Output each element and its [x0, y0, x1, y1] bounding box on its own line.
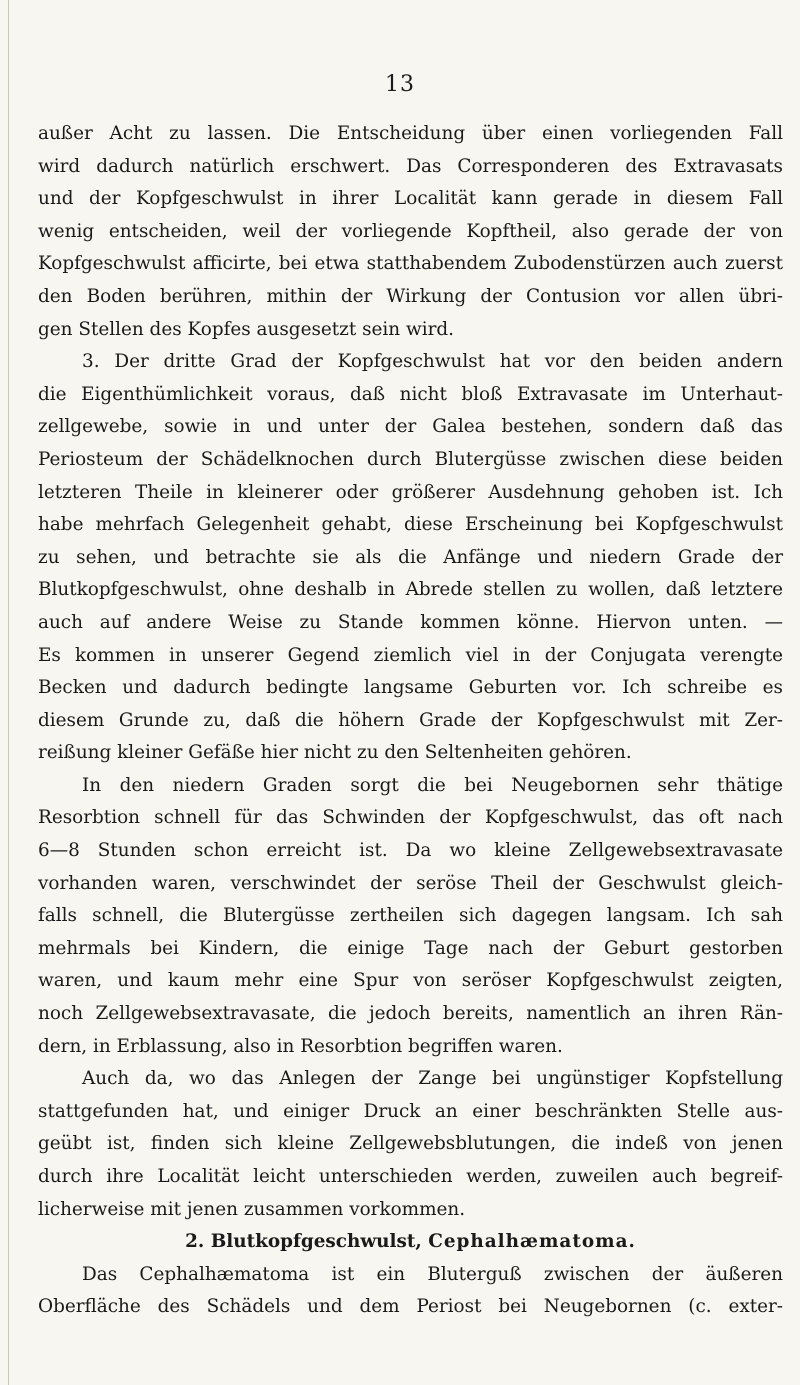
text-line: die Eigenthümlichkeit voraus, daß nicht bloß Extravasate im Unterhaut- [38, 383, 783, 405]
page-edge-rule [8, 0, 9, 1385]
paragraph-4 [38, 1063, 783, 1226]
text-line: dern, in Erblassung, also in Resorbtion begriffen waren. [38, 1035, 563, 1057]
text-line: Oberfläche des Schädels und dem Periost bei Neugebornen (c. exter- [38, 1296, 783, 1318]
text-line: Periosteum der Schädelknochen durch Blutergüsse zwischen diese beiden [38, 448, 783, 470]
text-line: falls schnell, die Blutergüsse zertheilen sich dagegen langsam. Ich sah [38, 905, 783, 927]
text-line: In den niedern Graden sorgt die bei Neugebornen sehr thätige [82, 774, 783, 796]
section-title-latin: Cephalhæmatoma. [428, 1231, 636, 1253]
text-line: Resorbtion schnell für das Schwinden der Kopfgeschwulst, das oft nach [38, 807, 783, 829]
text-line: Das Cephalhæmatoma ist ein Bluterguß zwischen der äußeren [82, 1263, 783, 1285]
section-title-german: Blutkopfgeschwulst, [210, 1231, 422, 1253]
text-line: 6—8 Stunden schon erreicht ist. Da wo kleine Zellgewebsextravasate [38, 840, 783, 862]
text-line: diesem Grunde zu, daß die höhern Grade der Kopfgeschwulst mit Zer- [38, 709, 783, 731]
text-line: Becken und dadurch bedingte langsame Geburten vor. Ich schreibe es [38, 677, 783, 699]
paragraph-3 [38, 770, 783, 1063]
page-number: 13 [385, 72, 415, 97]
text-line: wird dadurch natürlich erschwert. Das Corresponderen des Extravasats [38, 155, 783, 177]
text-line: habe mehrfach Gelegenheit gehabt, diese Erscheinung bei Kopfgeschwulst [38, 514, 783, 536]
text-line: Kopfgeschwulst afficirte, bei etwa statthabendem Zubodenstürzen auch zuerst [38, 253, 783, 275]
text-line: licherweise mit jenen zusammen vorkommen. [38, 1198, 466, 1220]
text-line: zellgewebe, sowie in und unter der Galea bestehen, sondern daß das [38, 416, 783, 438]
text-line: auch auf andere Weise zu Stande kommen könne. Hiervon unten. — [38, 611, 783, 633]
text-line: den Boden berühren, mithin der Wirkung der Contusion vor allen übri- [38, 285, 783, 307]
text-line: geübt ist, finden sich kleine Zellgewebsblutungen, die indeß von jenen [38, 1133, 783, 1155]
text-line: und der Kopfgeschwulst in ihrer Localität kann gerade in diesem Fall [38, 188, 783, 210]
text-line: gen Stellen des Kopfes ausgesetzt sein wird. [38, 318, 455, 340]
text-line: durch ihre Localität leicht unterschieden werden, zuweilen auch begreif- [38, 1166, 783, 1187]
text-line: zu sehen, und betrachte sie als die Anfänge und niedern Grade der [38, 546, 783, 568]
paragraph-5 [38, 1259, 783, 1324]
section-number: 2. [185, 1231, 205, 1253]
text-line: vorhanden waren, verschwindet der seröse Theil der Geschwulst gleich- [38, 872, 783, 894]
text-line: reißung kleiner Gefäße hier nicht zu den Seltenheiten gehören. [38, 742, 632, 764]
text-line: waren, und kaum mehr eine Spur von seröser Kopfgeschwulst zeigten, [38, 970, 783, 992]
text-line: stattgefunden hat, und einiger Druck an einer beschränkten Stelle aus- [38, 1100, 783, 1122]
section-heading [38, 1226, 783, 1259]
text-line: noch Zellgewebsextravasate, die jedoch bereits, namentlich an ihren Rän- [38, 1003, 783, 1025]
text-line: Blutkopfgeschwulst, ohne deshalb in Abrede stellen zu wollen, daß letztere [38, 579, 783, 601]
text-line: Auch da, wo das Anlegen der Zange bei ungünstiger Kopfstellung [82, 1068, 783, 1090]
text-line: Es kommen in unserer Gegend ziemlich viel in der Conjugata verengte [38, 644, 783, 666]
text-line: 3. Der dritte Grad der Kopfgeschwulst hat vor den beiden andern [82, 351, 783, 373]
paragraph-2 [38, 346, 783, 770]
text-line: wenig entscheiden, weil der vorliegende Kopftheil, also gerade der von [38, 220, 783, 242]
text-line: mehrmals bei Kindern, die einige Tage nach der Geburt gestorben [38, 937, 783, 959]
paragraph-1 [38, 118, 783, 346]
text-line: außer Acht zu lassen. Die Entscheidung über einen vorliegenden Fall [38, 123, 783, 144]
document-body [38, 118, 783, 1324]
text-line: letzteren Theile in kleinerer oder größerer Ausdehnung gehoben ist. Ich [38, 481, 783, 503]
